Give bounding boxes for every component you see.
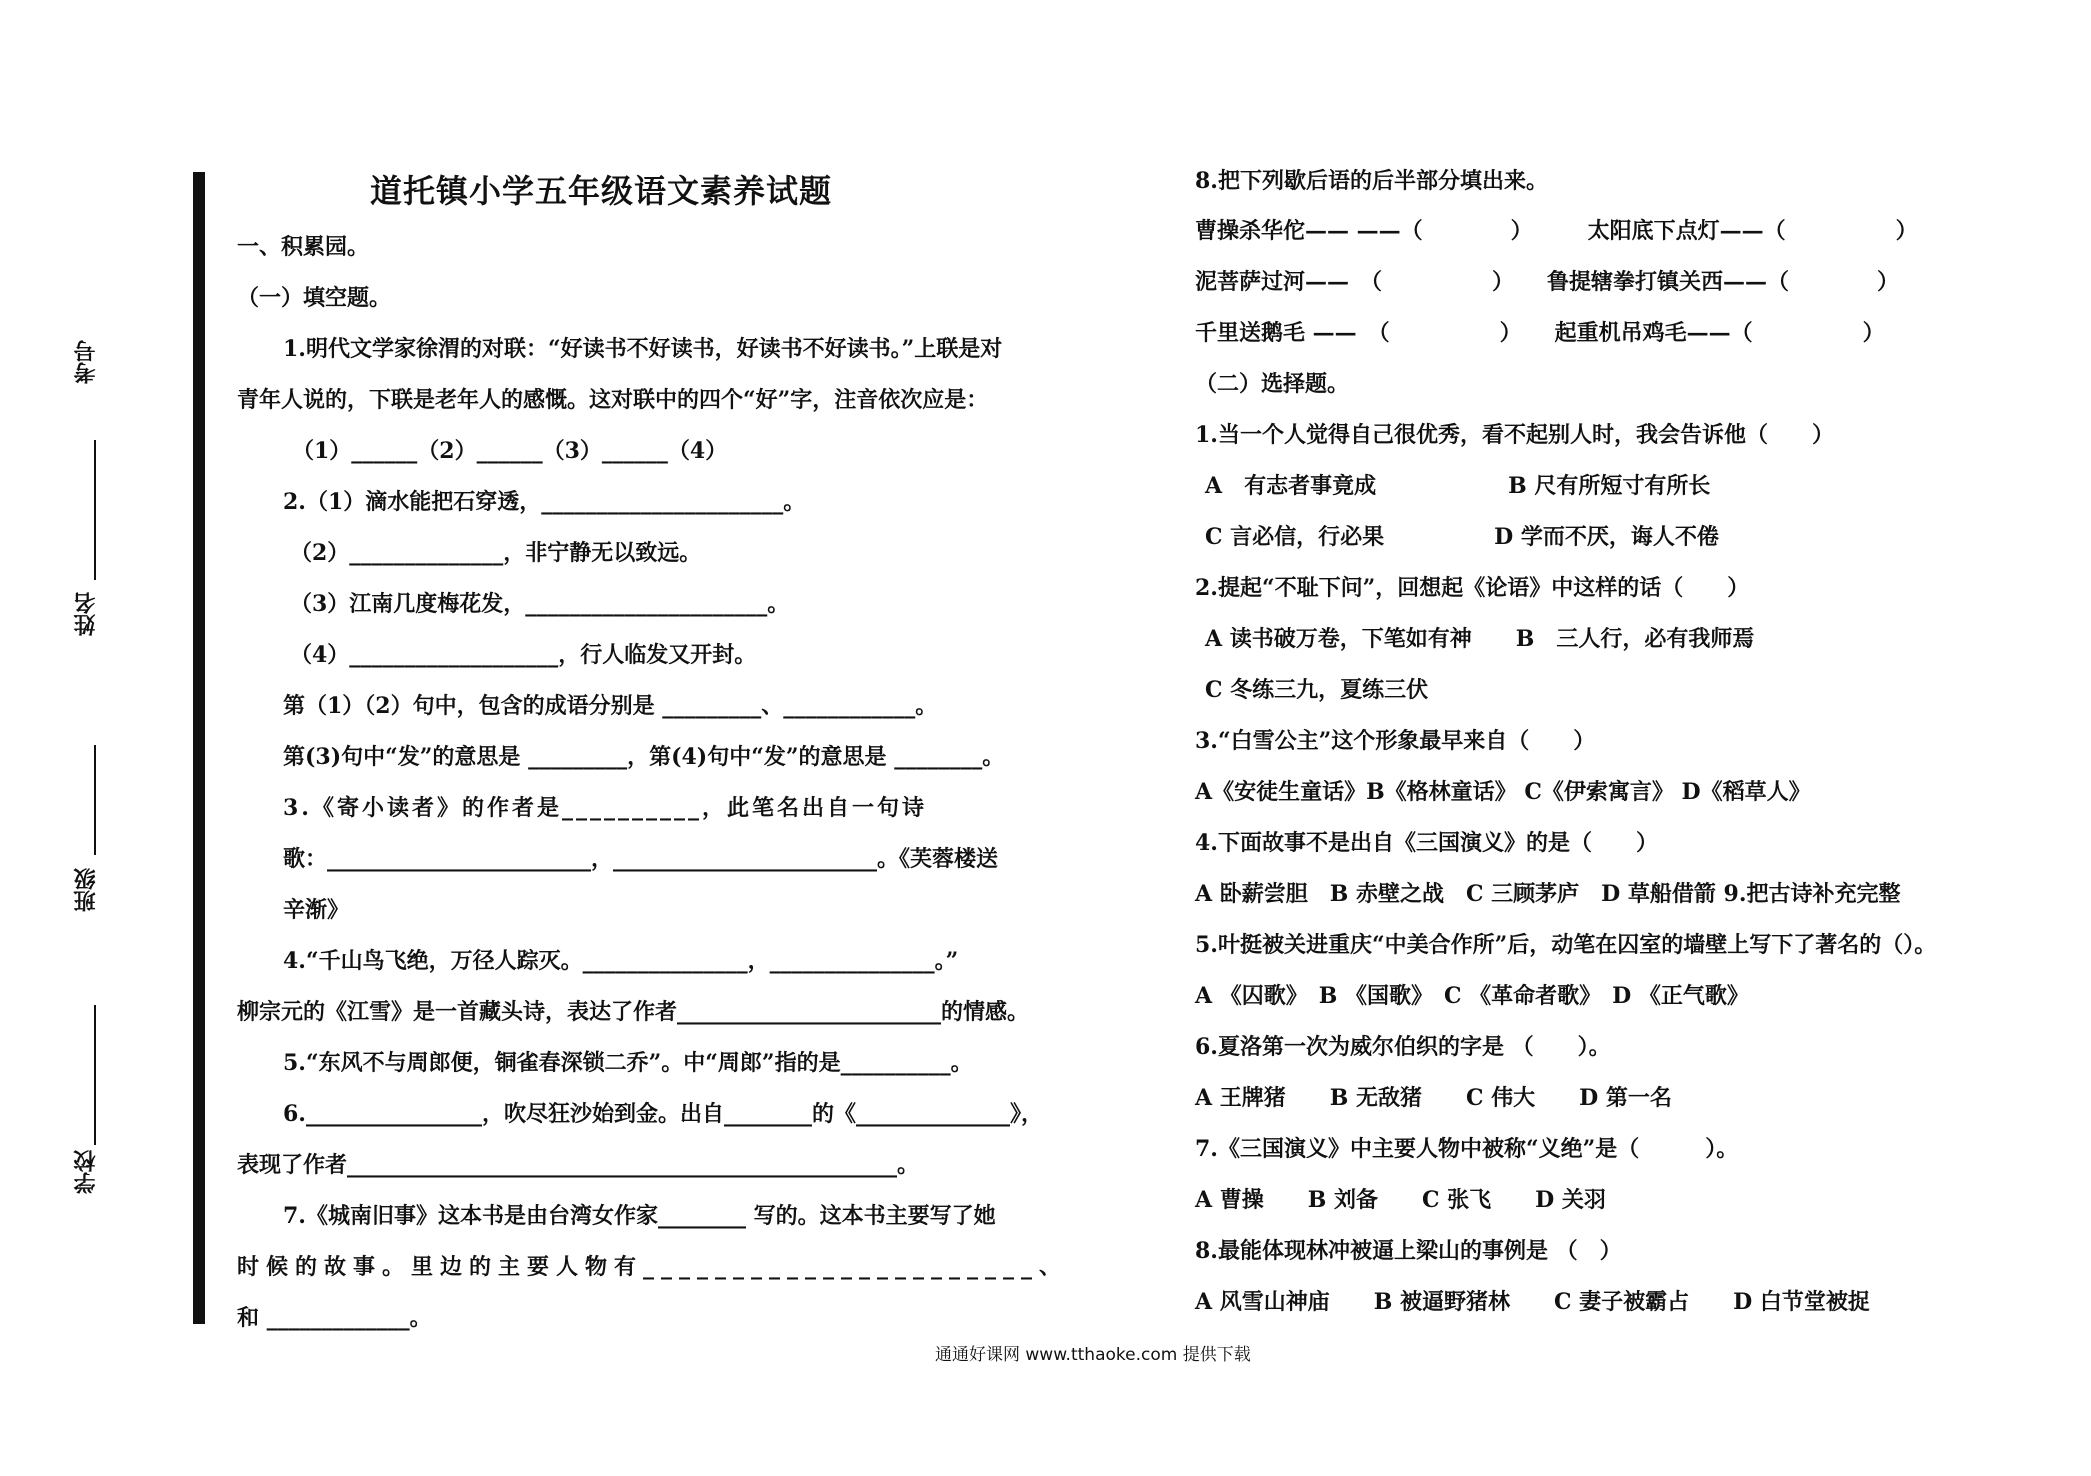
section-heading: 一、积累园。 <box>237 234 370 260</box>
subsection-heading: （一）填空题。 <box>237 285 392 311</box>
question-line: 1.当一个人觉得自己很优秀，看不起别人时，我会告诉他（ ） <box>1195 422 1834 448</box>
question-line: 曹操杀华佗—— ——（ ） 太阳底下点灯——（ ） <box>1195 218 1918 244</box>
question-line: （1）______（2）______（3）______（4） <box>292 438 728 464</box>
question-line: （2）______________，非宁静无以致远。 <box>290 540 702 566</box>
question-line: 和 _____________。 <box>237 1305 432 1331</box>
question-line: 5.叶挺被关进重庆“中美合作所”后，动笔在囚室的墙壁上写下了著名的（）。 <box>1195 932 1937 958</box>
option-line: A 读书破万卷，下笔如有神 B 三人行，必有我师焉 <box>1205 626 1755 652</box>
question-line: 8.把下列歇后语的后半部分填出来。 <box>1195 168 1548 194</box>
question-line: 2.提起“不耻下问”，回想起《论语》中这样的话（ ） <box>1195 575 1750 601</box>
question-line: 歌：________________________，________________________。《芙蓉楼送 <box>283 846 999 872</box>
question-line: 7.《三国演义》中主要人物中被称“义绝”是（ ）。 <box>1195 1136 1739 1162</box>
option-line: C 冬练三九，夏练三伏 <box>1205 677 1429 703</box>
school-label: 学校 <box>73 1150 99 1194</box>
question-line: 时候的故事。里边的主要人物有______________________、 <box>237 1254 1069 1280</box>
class-label: 班级 <box>73 868 99 912</box>
binding-bar <box>193 172 205 1324</box>
question-line: 3.《寄小读者》的作者是__________，此笔名出自一句诗 <box>283 795 927 821</box>
question-line: 2.（1）滴水能把石穿透，______________________。 <box>283 489 806 515</box>
question-line: 7.《城南旧事》这本书是由台湾女作家________ 写的。这本书主要写了她 <box>283 1203 996 1229</box>
question-line: 8.最能体现林冲被逼上梁山的事例是 （ ） <box>1195 1238 1622 1264</box>
name-line <box>94 745 96 855</box>
question-line: （4）___________________，行人临发又开封。 <box>290 642 757 668</box>
question-line: 表现了作者__________________________________________________。 <box>237 1152 920 1178</box>
question-line: 千里送鹅毛 —— （ ） 起重机吊鸡毛——（ ） <box>1195 320 1885 346</box>
exam-no-line <box>94 440 96 580</box>
question-line: 4.下面故事不是出自《三国演义》的是（ ） <box>1195 830 1658 856</box>
exam-no-label: 考号 <box>73 340 99 384</box>
footer-credit: 通通好课网 www.tthaoke.com 提供下载 <box>935 1345 1251 1365</box>
question-line: 第（1）（2）句中，包含的成语分别是 _________、____________。 <box>283 693 938 719</box>
question-line: 3.“白雪公主”这个形象最早来自（ ） <box>1195 728 1596 754</box>
option-line: A 有志者事竟成 B 尺有所短寸有所长 <box>1205 473 1711 499</box>
option-line: A 《囚歌》 B 《国歌》 C 《革命者歌》 D 《正气歌》 <box>1195 983 1749 1009</box>
question-line: 泥菩萨过河—— （ ） 鲁提辖拳打镇关西——（ ） <box>1195 269 1900 295</box>
exam-title: 道托镇小学五年级语文素养试题 <box>370 172 833 210</box>
option-line: A 曹操 B 刘备 C 张飞 D 关羽 <box>1195 1187 1606 1213</box>
question-line: （3）江南几度梅花发，______________________。 <box>290 591 790 617</box>
option-line: A 风雪山神庙 B 被逼野猪林 C 妻子被霸占 D 白节堂被捉 <box>1195 1289 1870 1315</box>
option-line: C 言必信，行必果 D 学而不厌，诲人不倦 <box>1205 524 1719 550</box>
question-line: 6.夏洛第一次为威尔伯织的字是 （ ）。 <box>1195 1034 1611 1060</box>
question-line: 1.明代文学家徐渭的对联：“好读书不好读书，好读书不好读书。”上联是对 <box>283 336 1003 362</box>
subsection-heading: （二）选择题。 <box>1195 371 1350 397</box>
option-line: A 王牌猪 B 无敌猪 C 伟大 D 第一名 <box>1195 1085 1672 1111</box>
option-line: A《安徒生童话》B《格林童话》 C《伊索寓言》 D《稻草人》 <box>1195 779 1811 805</box>
question-line: 青年人说的，下联是老年人的感慨。这对联中的四个“好”字，注音依次应是： <box>237 387 989 413</box>
question-line: 辛渐》 <box>283 897 350 923</box>
name-label: 姓名 <box>73 592 99 636</box>
option-line: A 卧薪尝胆 B 赤壁之战 C 三顾茅庐 D 草船借箭 9.把古诗补充完整 <box>1195 881 1901 907</box>
question-line: 第(3)句中“发”的意思是 _________，第(4)句中“发”的意思是 ________。 <box>283 744 1005 770</box>
school-line <box>94 1005 96 1145</box>
question-line: 4.“千山鸟飞绝，万径人踪灭。_______________，_______________。” <box>283 948 959 974</box>
question-line: 5.“东风不与周郎便，铜雀春深锁二乔”。中“周郎”指的是__________。 <box>283 1050 973 1076</box>
question-line: 6.________________，吹尽狂沙始到金。出自________的《______________》， <box>283 1101 1043 1127</box>
question-line: 柳宗元的《江雪》是一首藏头诗，表达了作者________________________的情感。 <box>237 999 1030 1025</box>
